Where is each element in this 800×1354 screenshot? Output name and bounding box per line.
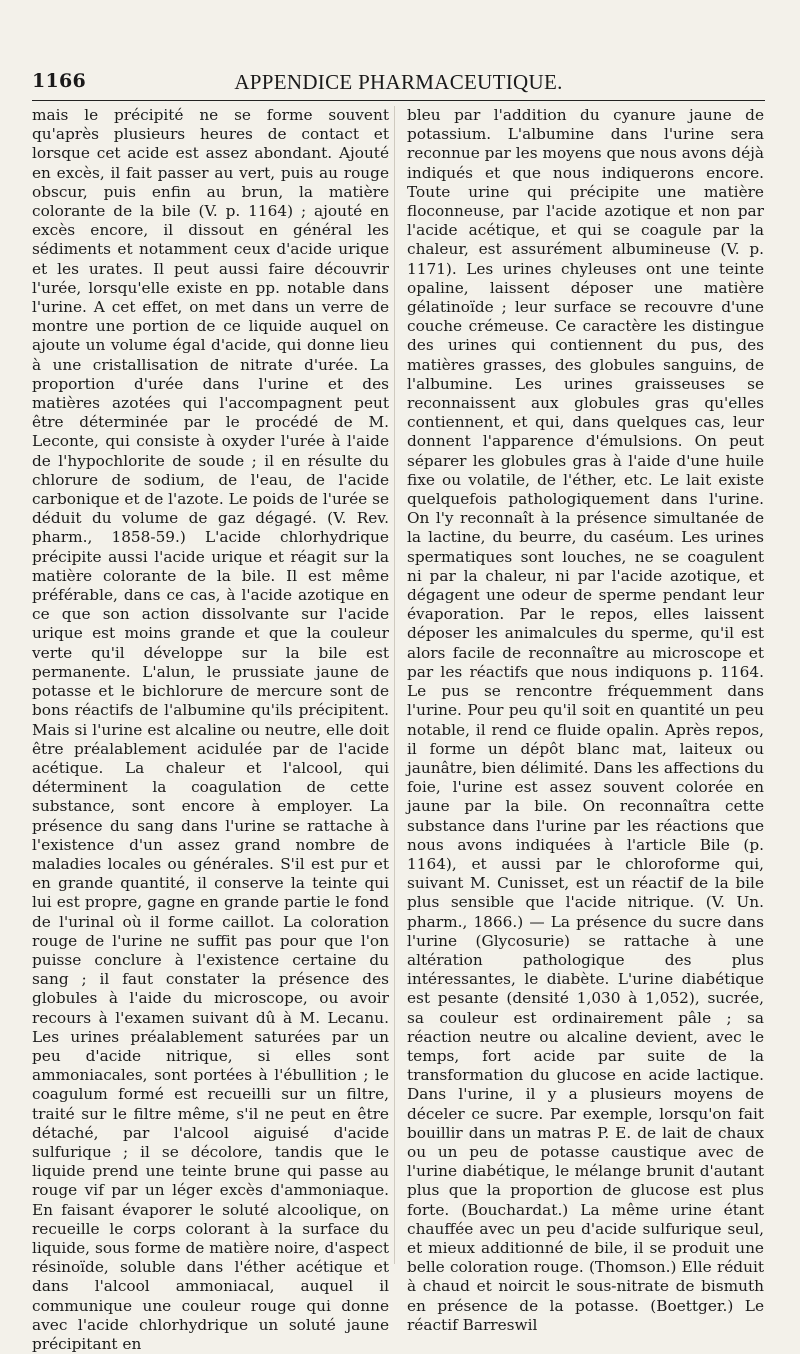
- page-number: 1166: [32, 70, 87, 92]
- left-column: [32, 106, 389, 1354]
- right-column: [407, 106, 764, 1335]
- left-column-text: mais le précipité ne se forme souvent qu'après plusieurs heures de contact et lorsque cet acide est assez abondant. Ajouté en excès, il fait passer au vert, puis au rouge obscur, puis enfin au brun, la matière colorante de la bile (V. p. 1164) ; ajouté en excès encore, il dissout en général les sédiments et notamment ceux d'acide urique et les urates. Il peut aussi faire découvrir l'urée, lorsqu'elle existe en pp. notable dans l'urine. A cet effet, on met dans un verre de montre une portion de ce liquide auquel on ajoute un volume égal d'acide, qui donne lieu à une cristallisation de nitrate d'urée. La proportion d'urée dans l'urine et des matières azotées qui l'accompagnent peut être déterminée par le procédé de M. Leconte, qui consiste à oxyder l'urée à l'aide de l'hypochlorite de soude ; il en résulte du chlorure de sodium, de l'eau, de l'acide carbonique et de l'azote. Le poids de l'urée se déduit du volume de gaz dégagé. (V. Rev. pharm., 1858-59.) L'acide chlorhydrique précipite aussi l'acide urique et réagit sur la matière colorante de la bile. Il est même préférable, dans ce cas, à l'acide azotique en ce que son action dissolvante sur l'acide urique est moins grande et que la couleur verte qu'il développe sur la bile est permanente. L'alun, le prussiate jaune de potasse et le bichlorure de mercure sont de bons réactifs de l'albumine qu'ils précipitent. Mais si l'urine est alcaline ou neutre, elle doit être préalablement acidulée par de l'acide acétique. La chaleur et l'alcool, qui déterminent la coagulation de cette substance, sont encore à employer. La présence du sang dans l'urine se rattache à l'existence d'un assez grand nombre de maladies locales ou générales. S'il est pur et en grande quantité, il conserve la teinte qui lui est propre, gagne en grande partie le fond de l'urinal où il forme caillot. La coloration rouge de l'urine ne suffit pas pour que l'on puisse conclure à l'existence certaine du sang ; il faut constater la présence des globules à l'aide du microscope, ou avoir recours à l'examen suivant dû à M. Lecanu. Les urines préalablement saturées par un peu d'acide nitrique, si elles sont ammoniacales, sont portées à l'ébullition ; le coagulum formé est recueilli sur un filtre, traité sur le filtre même, s'il ne peut en être détaché, par l'alcool aiguisé d'acide sulfurique ; il se décolore, tandis que le liquide prend une teinte brune qui passe au rouge vif par un léger excès d'ammoniaque. En faisant évaporer le soluté alcoolique, on recueille le corps colorant à la surface du liquide, sous forme de matière noire, d'aspect résinoïde, soluble dans l'éther acétique et dans l'alcool ammoniacal, auquel il communique une couleur rouge qui donne avec l'acide chlorhydrique un soluté jaune précipitant en: [32, 106, 389, 1353]
- page-header: [32, 70, 765, 101]
- right-column-text: bleu par l'addition du cyanure jaune de potassium. L'albumine dans l'urine sera reconnue par les moyens que nous avons déjà indiqués et que nous indiquerons encore. Toute urine qui précipite une matière floconneuse, par l'acide azotique et non par l'acide acétique, et qui se coagule par la chaleur, est assurément albumineuse (V. p. 1171). Les urines chyleuses ont une teinte opaline, laissent déposer une matière gélatinoïde ; leur surface se recouvre d'une couche crémeuse. Ce caractère les distingue des urines qui contiennent du pus, des matières grasses, des globules sanguins, de l'albumine. Les urines graisseuses se reconnaissent aux globules gras qu'elles contiennent, et qui, dans quelques cas, leur donnent l'apparence d'émulsions. On peut séparer les globules gras à l'aide d'une huile fixe ou volatile, de l'éther, etc. Le lait existe quelquefois pathologiquement dans l'urine. On l'y reconnaît à la présence simultanée de la lactine, du beurre, du caséum. Les urines spermatiques sont louches, ne se coagulent ni par la chaleur, ni par l'acide azotique, et dégagent une odeur de sperme pendant leur évaporation. Par le repos, elles laissent déposer les animalcules du sperme, qu'il est alors facile de reconnaître au microscope et par les réactifs que nous indiquons p. 1164. Le pus se rencontre fréquemment dans l'urine. Pour peu qu'il soit en quantité un peu notable, il rend ce fluide opalin. Après repos, il forme un dépôt blanc mat, laiteux ou jaunâtre, bien délimité. Dans les affections du foie, l'urine est assez souvent colorée en jaune par la bile. On reconnaîtra cette substance dans l'urine par les réactions que nous avons indiquées à l'article Bile (p. 1164), et aussi par le chloroforme qui, suivant M. Cunisset, est un réactif de la bile plus sensible que l'acide nitrique. (V. Un. pharm., 1866.) — La présence du sucre dans l'urine (Glycosurie) se rattache à une altération pathologique des plus intéressantes, le diabète. L'urine diabétique est pesante (densité 1,030 à 1,052), sucrée, sa couleur est ordinairement pâle ; sa réaction neutre ou alcaline devient, avec le temps, fort acide par suite de la transformation du glucose en acide lactique. Dans l'urine, il y a plusieurs moyens de déceler ce sucre. Par exemple, lorsqu'on fait bouillir dans un matras P. E. de lait de chaux ou un peu de potasse caustique avec de l'urine diabétique, le mélange brunit d'autant plus que la proportion de glucose est plus forte. (Bouchardat.) La même urine étant chauffée avec un peu d'acide sulfurique seul, et mieux additionné de bile, il se produit une belle coloration rouge. (Thomson.) Elle réduit à chaud et noircit le sous-nitrate de bismuth en présence de la potasse. (Boettger.) Le réactif Barreswil: [407, 106, 764, 1334]
- running-title: APPENDICE PHARMACEUTIQUE.: [234, 70, 563, 94]
- column-divider: [394, 106, 395, 1264]
